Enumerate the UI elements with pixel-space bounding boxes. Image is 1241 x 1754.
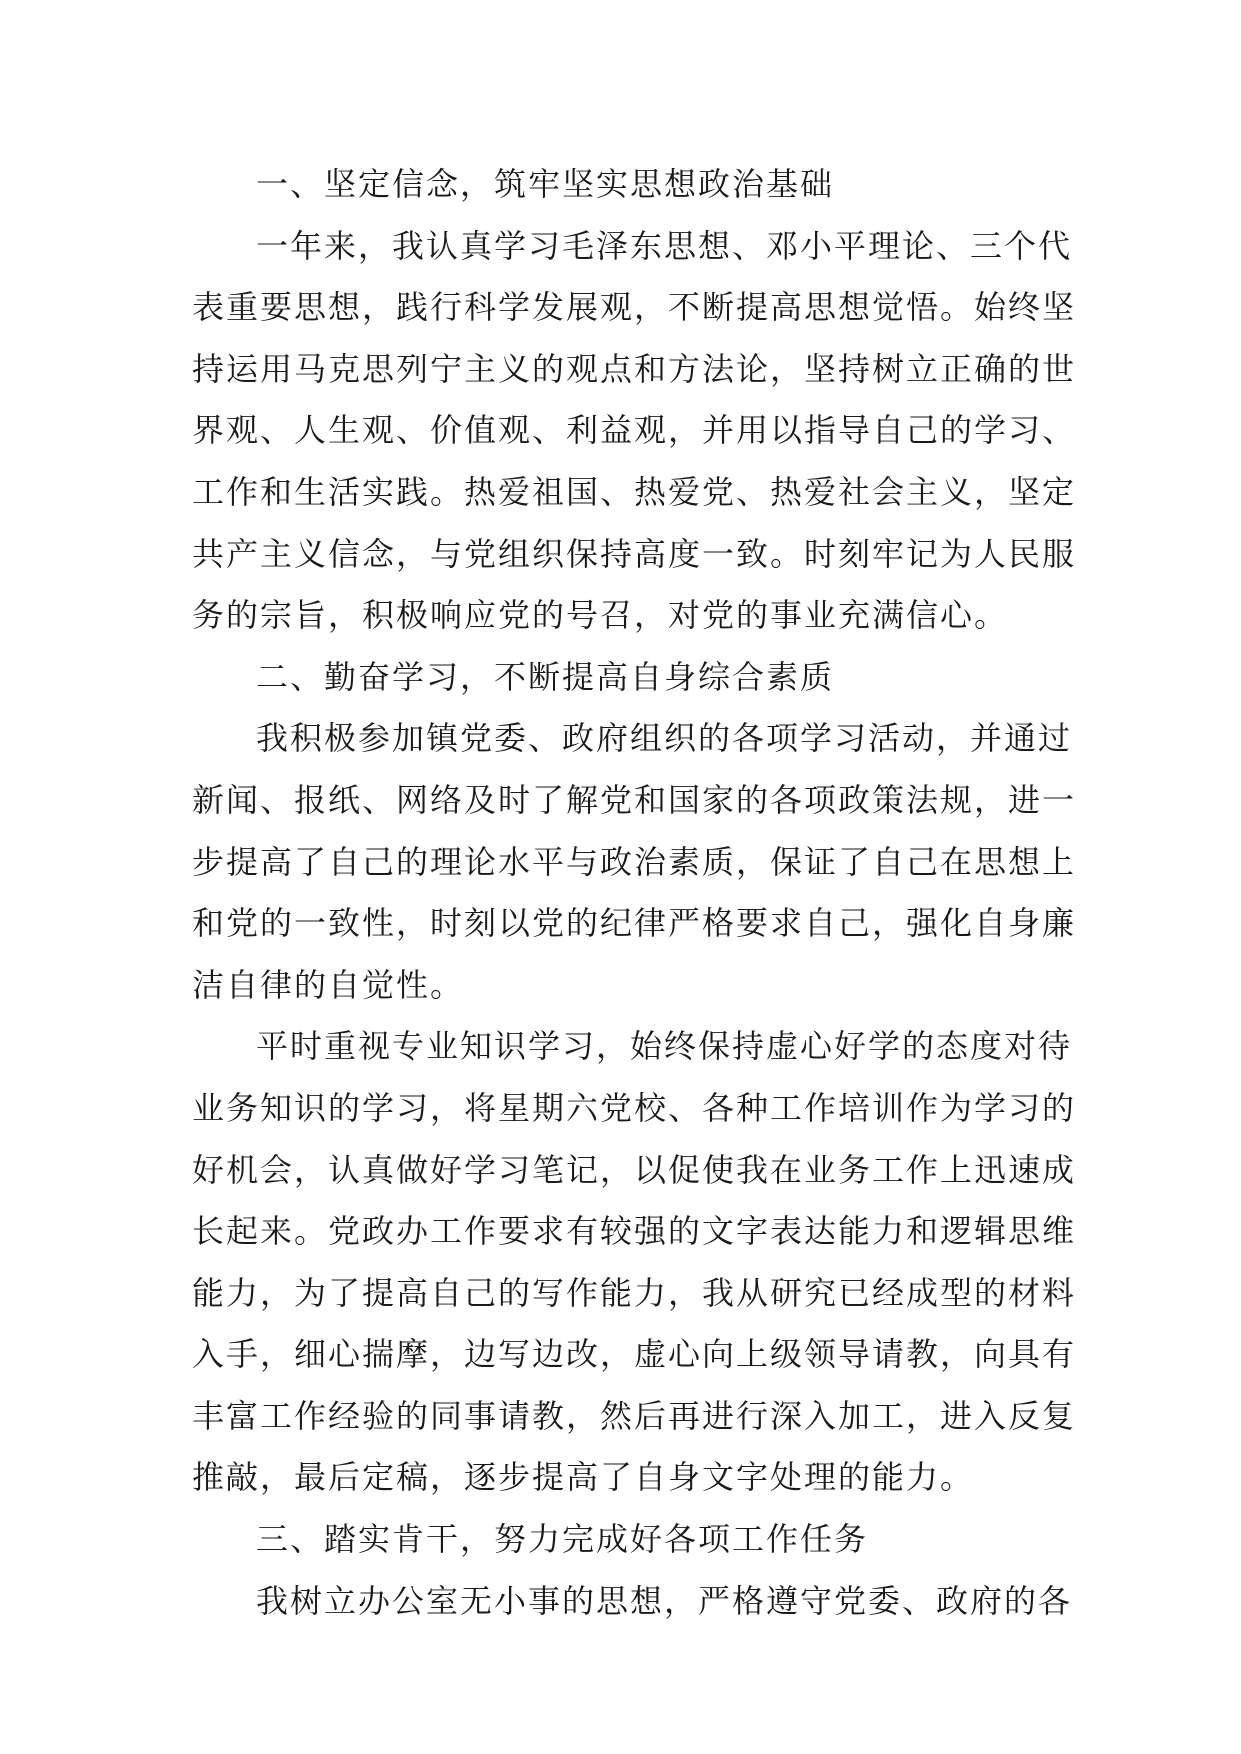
document-body: [192, 154, 1077, 1632]
text-line: 一年来，我认真学习毛泽东思想、邓小平理论、三个代: [256, 226, 1073, 265]
text-line: 入手，细心揣摩，边写边改，虚心向上级领导请教，向具有: [192, 1335, 1077, 1374]
text-line: 三、踏实肯干，努力完成好各项工作任务: [256, 1520, 869, 1559]
text-line: 步提高了自己的理论水平与政治素质，保证了自己在思想上: [192, 842, 1077, 881]
text-line: 平时重视专业知识学习，始终保持虚心好学的态度对待: [256, 1027, 1073, 1066]
text-line: 洁自律的自觉性。: [192, 965, 465, 1004]
text-line: 我树立办公室无小事的思想，严格遵守党委、政府的各: [256, 1581, 1073, 1620]
text-line: 务的宗旨，积极响应党的号召，对党的事业充满信心。: [192, 596, 1009, 635]
text-line: 能力，为了提高自己的写作能力，我从研究已经成型的材料: [192, 1273, 1077, 1312]
text-line: 业务知识的学习，将星期六党校、各种工作培训作为学习的: [192, 1088, 1077, 1127]
text-line: 二、勤奋学习，不断提高自身综合素质: [256, 657, 835, 696]
text-line: 长起来。党政办工作要求有较强的文字表达能力和逻辑思维: [192, 1212, 1077, 1251]
text-line: 我积极参加镇党委、政府组织的各项学习活动，并通过: [256, 719, 1073, 758]
text-line: 共产主义信念，与党组织保持高度一致。时刻牢记为人民服: [192, 534, 1077, 573]
text-line: 持运用马克思列宁主义的观点和方法论，坚持树立正确的世: [192, 349, 1077, 388]
text-line: 工作和生活实践。热爱祖国、热爱党、热爱社会主义，坚定: [192, 472, 1077, 511]
text-line: 表重要思想，践行科学发展观，不断提高思想觉悟。始终坚: [192, 288, 1077, 327]
text-line: 丰富工作经验的同事请教，然后再进行深入加工，进入反复: [192, 1396, 1077, 1435]
text-line: 一、坚定信念，筑牢坚实思想政治基础: [256, 165, 835, 203]
text-line: 好机会，认真做好学习笔记，以促使我在业务工作上迅速成: [192, 1150, 1077, 1189]
text-line: 和党的一致性，时刻以党的纪律严格要求自己，强化自身廉: [192, 904, 1077, 943]
text-line: 新闻、报纸、网络及时了解党和国家的各项政策法规，进一: [192, 780, 1077, 819]
text-line: 界观、人生观、价值观、利益观，并用以指导自己的学习、: [192, 411, 1077, 450]
text-line: 推敲，最后定稿，逐步提高了自身文字处理的能力。: [192, 1458, 975, 1497]
